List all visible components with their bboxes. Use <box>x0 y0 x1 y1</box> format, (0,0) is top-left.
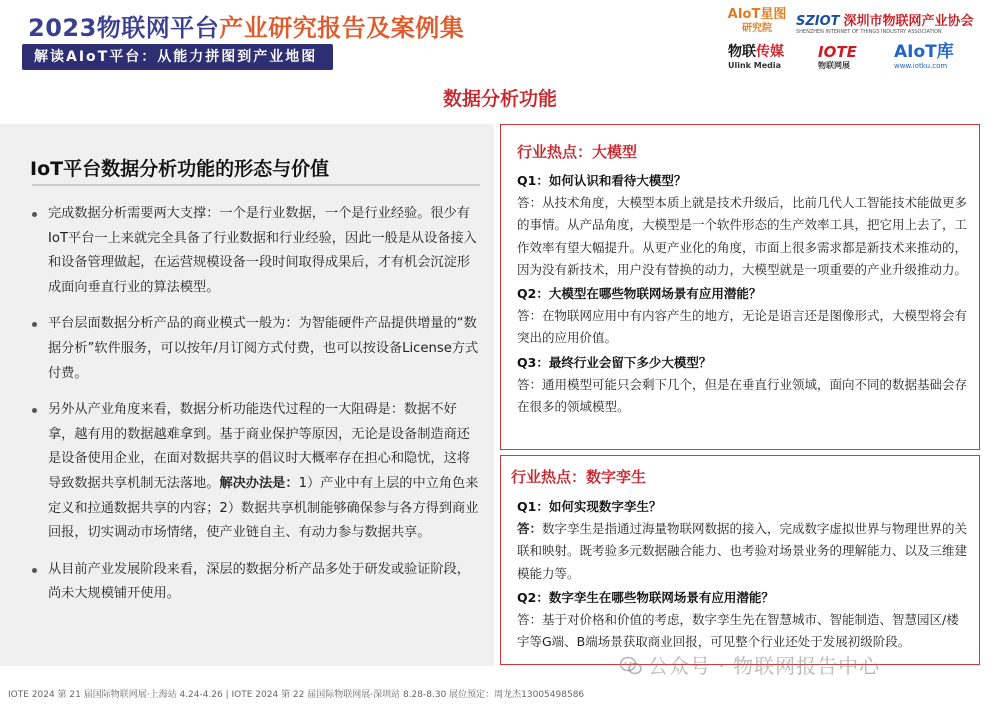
bullet-item: 平台层面数据分析产品的商业模式一般为：为智能硬件产品提供增量的“数据分析”软件服务，可以按年/月订阅方式付费，也可以按设备License方式付费。 <box>28 312 480 386</box>
ulink-logo-sub: Ulink Media <box>728 61 782 70</box>
aiotku-logo <box>894 42 954 73</box>
question: Q1：如何认识和看待大模型？ <box>517 173 687 188</box>
iote-logo <box>818 43 857 72</box>
question: Q1：如何实现数字孪生？ <box>517 499 662 514</box>
hotspot-box-digital-twin <box>500 455 980 665</box>
report-title-highlight: 产业研究报告及案例集 <box>219 14 465 42</box>
answer-text: 数字孪生是指通过海量物联网数据的接入，完成数字虚拟世界与物理世界的关联和映射。既考验多元数据融合能力、也考验对场景业务的理解能力、以及三维建模能力等。 <box>517 521 968 581</box>
question: Q2：数字孪生在哪些物联网场景有应用潜能？ <box>517 589 774 605</box>
ulink-logo-b: 传媒 <box>756 44 784 60</box>
bullet-item: 完成数据分析需要两大支撑：一个是行业数据，一个是行业经验。很少有IoT平台一上来就完全具备了行业数据和行业经验，因此一般是从设备接入和设备管理做起，在运营规模设备一段时间取得成果后，才有机会沉淀形成面向垂直行业的算法模型。 <box>28 202 480 300</box>
bullet-item <box>28 398 480 546</box>
footer-text: IOTE 2024 第 21 届国际物联网展·上海站 4.24-4.26 | IOTE 2024 第 22 届国际物联网展·深圳站 8.28-8.30 展位预定：周龙杰13005498586 <box>8 690 585 700</box>
question: Q3：最终行业会留下多少大模型？ <box>517 354 712 370</box>
bullet-emphasis: 解决办法是： <box>219 475 299 491</box>
sziot-logo-name: 深圳市物联网产业协会 <box>843 14 974 29</box>
aiot-logo-main: AIoT星图 <box>727 7 787 22</box>
report-title-prefix: 2023物联网平台 <box>28 14 220 42</box>
hotspot-title: 行业热点：大模型 <box>517 143 638 161</box>
iote-logo-mark: IOTE <box>818 43 857 61</box>
question: Q2：大模型在哪些物联网场景有应用潜能？ <box>517 286 762 302</box>
answer: 答：基于对价格和价值的考虑，数字孪生先在智慧城市、智能制造、智慧园区/楼宇等G端、B端场景获取商业回报，可见整个行业还处于发展初级阶段。 <box>517 611 959 650</box>
left-panel <box>0 124 494 666</box>
bullet-item: 从目前产业发展阶段来看，深层的数据分析产品多处于研发或验证阶段，尚未大规模铺开使用。 <box>28 558 480 607</box>
answer: 答：在物联网应用中有内容产生的地方，无论是语言还是图像形式，大模型将会有突出的应用价值。 <box>517 308 968 346</box>
qa-block <box>517 496 969 655</box>
section-title: 数据分析功能 <box>442 88 557 110</box>
left-panel-title: IoT平台数据分析功能的形态与价值 <box>30 158 330 180</box>
aiotku-logo-mark: AIoT库 <box>894 42 954 62</box>
sziot-logo-mark: SZIOT <box>796 14 840 29</box>
bullet-list <box>28 202 480 619</box>
answer-lead: 答： <box>517 521 543 536</box>
bullet-text: 1）产业中有上层的中立角色来定义和拉通数据共享的内容；2）数据共享机制能够确保参与各方得到商业回报，切实调动市场情绪，使产业链自主、有动力参与数据共享。 <box>48 475 479 541</box>
wechat-watermark <box>620 650 880 679</box>
answer: 答：从技术角度，大模型本质上就是技术升级后，比前几代人工智能技术能做更多的事情。从产品角度，大模型是一个软件形态的生产效率工具，把它用上去了，工作效率有望大幅提升。从更产业化的角度，市面上很多需求都是新技术来推动的，因为没有新技术，用户没有替换的动力，大模型就是一项重要的产业升级推动力。 <box>517 195 968 277</box>
answer <box>517 518 969 585</box>
hotspot-title: 行业热点：数字孪生 <box>511 468 647 486</box>
report-title <box>28 8 464 43</box>
ulink-logo-a: 物联 <box>728 44 756 60</box>
bullet-text: 另外从产业角度来看，数据分析功能迭代过程的一大阻碍是：数据不好拿，越有用的数据越难拿到。基于商业保护等原因，无论是设备制造商还是设备使用企业，在面对数据共享的倡议时大概率存在担心和隐忧，这将导致数据共享机制无法落地。 <box>48 402 470 491</box>
title-divider <box>32 184 480 186</box>
watermark-text: 公众号 · 物联网报告中心 <box>648 654 881 678</box>
iote-logo-sub: 物联网展 <box>818 61 850 70</box>
sziot-logo <box>796 10 974 35</box>
wechat-icon <box>620 656 642 676</box>
aiot-logo-sub: 研究院 <box>742 23 772 34</box>
ulink-media-logo <box>728 46 784 72</box>
sziot-logo-en: SHENZHEN INTERNET OF THINGS INDUSTRY ASSOCIATION <box>796 29 942 35</box>
qa-block <box>517 170 967 420</box>
aiot-logo <box>722 8 792 36</box>
hotspot-box-large-model <box>500 124 980 450</box>
aiotku-logo-sub: www.iotku.com <box>894 62 948 70</box>
answer: 答：通用模型可能只会剩下几个，但是在垂直行业领域，面向不同的数据基础会存在很多的领域模型。 <box>517 376 968 415</box>
report-subtitle: 解读AIoT平台：从能力拼图到产业地图 <box>22 44 333 70</box>
